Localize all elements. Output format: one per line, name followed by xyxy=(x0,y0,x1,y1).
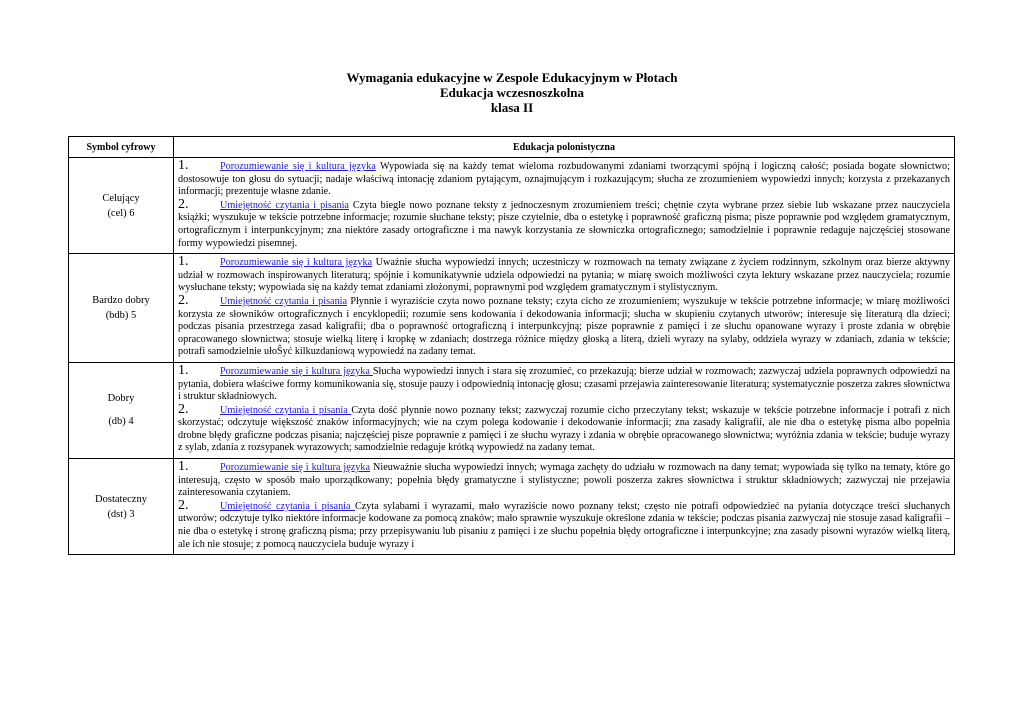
requirement-text: Uważnie słucha wypowiedzi innych; uczestniczy w rozmowach na tematy związane z życiem rodzinnym, szkolnym oraz bierze aktywny udział w rozmowach inspirowanych literaturą; spójnie i komunikatywnie udziela odpowiedzi na pytania; w miarę swoich możliwości czyta lektury wskazane przez nauczyciela; rozumie wysłuchane teksty; wypowiada się na każdy temat zdaniami złożonymi, poprawnymi pod względem gramatycznym i stylistycznym. xyxy=(178,257,950,294)
document-header xyxy=(0,70,1024,115)
column-header-education: Edukacja polonistyczna xyxy=(174,137,955,158)
item-number: 2. xyxy=(178,196,189,212)
table-header-row xyxy=(69,137,955,158)
description-cell xyxy=(174,362,955,458)
category-link[interactable]: Porozumiewanie się i kultura języka xyxy=(220,257,373,269)
grade-cell xyxy=(69,158,174,254)
grade-name: Celujący xyxy=(102,192,140,204)
item-number: 1. xyxy=(178,254,189,270)
requirement-text: Nieuważnie słucha wypowiedzi innych; wymaga zachęty do udziału w rozmowach na dany temat; wypowiada się tylko na tematy, które go interesują, często w sposób mało uporządkowany; popełnia błędy gramatyczne i stylistyczne; powoli poszerza zakres słownictwa i struktur składniowych; zazwyczaj nie przejawia zainteresowania czytaniem. xyxy=(178,462,950,499)
grade-name: Dostateczny xyxy=(95,493,147,505)
description-content xyxy=(178,461,950,551)
requirements-table xyxy=(68,136,955,555)
grade-name: Dobry xyxy=(107,393,135,405)
category-link[interactable]: Porozumiewanie się i kultura języka xyxy=(220,365,373,377)
item-number: 2. xyxy=(178,497,189,513)
document-class: klasa II xyxy=(490,100,534,115)
category-link[interactable]: Porozumiewanie się i kultura języka xyxy=(220,462,371,474)
requirement-text: Czyta biegle nowo poznane teksty z jednoczesnym zrozumieniem treści; chętnie czyta wybrane przez siebie lub wskazane przez nauczyciela książki; wyszukuje w tekście potrzebne informacje; rozumie słuchane teksty; pisze czytelnie, dba o estetykę i poprawność graficzną pisma; pisze poprawnie pod względem gramatycznym, ortograficznym i interpunkcyjnym; zna niektóre zasady ortograficzne i ma nawyk korzystania ze słowniczka ortograficznego; samodzielnie i poprawnie redaguje najczęściej stosowane formy wypowiedzi pisemnej. xyxy=(178,199,950,249)
description-cell xyxy=(174,158,955,254)
item-number: 1. xyxy=(178,461,189,475)
grade-symbol: (db) 4 xyxy=(108,416,134,428)
requirement-text: Wypowiada się na każdy temat wieloma rozbudowanymi zdaniami tworzącymi spójną i logiczną całość; posiada bogate słownictwo; dostosowuje ton głosu do sytuacji; nadaje właściwą intonację zdaniom pytającym, oznajmującym i rozkazującym; słucha ze zrozumieniem wypowiedzi innych; korzysta z przekazanych informacji; prezentuje własne zdanie. xyxy=(178,161,950,198)
grade-cell xyxy=(69,459,174,555)
item-number: 2. xyxy=(178,292,189,308)
grade-cell xyxy=(69,254,174,363)
table-row xyxy=(69,158,955,254)
spacer xyxy=(71,406,171,414)
requirement-item xyxy=(178,256,950,295)
requirement-item xyxy=(178,401,950,455)
item-number: 1. xyxy=(178,362,189,378)
requirement-text: Czyta dość płynnie nowo poznany tekst; zazwyczaj rozumie cicho przeczytany tekst; wskazuje w tekście potrzebne informacje i potrafi z nich skorzystać; odczytuje większość znaków informacyjnych; wie na czym polega kodowanie i dekodowanie informacji; zna zasady kaligrafii, ale nie dba o estetykę pisma albo popełnia drobne błędy graficzne podczas pisania; najczęściej pisze poprawnie z pamięci i ze słuchu wyrazy i zdania w obrębie opracowanego słownictwa; wyróżnia zdania w tekście; buduje wyrazy z sylab, zdania z rozsypanek wyrazowych; samodzielnie redaguje krótką wypowiedź na zadany temat. xyxy=(178,404,950,454)
category-link[interactable]: Umiejętność czytania i pisania xyxy=(220,295,348,307)
requirement-item xyxy=(178,160,950,199)
grade-name: Bardzo dobry xyxy=(92,295,150,307)
document-subtitle: Edukacja wczesnoszkolna xyxy=(439,85,585,100)
requirement-text: Słucha wypowiedzi innych i stara się zrozumieć, co przekazują; bierze udział w rozmowach; zazwyczaj udziela poprawnych odpowiedzi na pytania, dobiera właściwe formy komunikowania się, stosuje pauzy i odpowiednią intonację głosu; czasami przejawia zainteresowanie literaturą; systematycznie poszerza zakres słownictwa i struktur składniowych. xyxy=(178,365,950,403)
table-row xyxy=(69,459,955,555)
description-cell xyxy=(174,254,955,363)
description-cell xyxy=(174,459,955,555)
column-header-symbol: Symbol cyfrowy xyxy=(69,137,174,158)
item-number: 1. xyxy=(178,158,189,173)
document-title: Wymagania edukacyjne w Zespole Edukacyjnym w Płotach xyxy=(346,70,678,85)
grade-symbol: (dst) 3 xyxy=(107,508,135,520)
table-row xyxy=(69,254,955,363)
requirement-item xyxy=(178,461,950,500)
category-link[interactable]: Porozumiewanie się i kultura języka xyxy=(220,161,376,172)
category-link[interactable]: Umiejętność czytania i pisania xyxy=(220,500,355,512)
requirement-item xyxy=(178,362,950,404)
grade-symbol: (cel) 6 xyxy=(107,207,135,219)
requirement-text: Czyta sylabami i wyrazami, mało wyraziście nowo poznany tekst; często nie potrafi odpowiedzieć na pytania dotyczące treści słuchanych utworów; odczytuje tylko niektóre informacje kodowane za pomocą znaków; mało sprawnie wyszukuje określone zdania w tekście; podczas pisania zazwyczaj nie stosuje zasad kaligrafii – nie dba o estetykę i stronę graficzną pisma; przy przepisywaniu lub pisaniu z pamięci i ze słuchu popełnia błędy ortograficzne i interpunkcyjne; zna zasady pisowni wyrazów wielką literą, ale ich nie stosuje; z pomocą nauczyciela buduje wyrazy i xyxy=(178,500,950,550)
requirement-item xyxy=(178,196,950,250)
requirement-item xyxy=(178,292,950,359)
grade-symbol: (bdb) 5 xyxy=(105,310,137,322)
requirement-text: Płynnie i wyraziście czyta nowo poznane teksty; czyta cicho ze zrozumieniem; wyszukuje w tekście potrzebne informacje; w miarę możliwości korzysta ze słowników ortograficznych i encyklopedii; rozumie sens kodowania i dekodowania informacji; słucha w skupieniu czytanych utworów; interesuje się literaturą dla dzieci; podczas pisania przestrzega zasad kaligrafii; dba o poprawność ortograficzną i interpunkcyjną; pisze poprawnie z pamięci i ze słuchu opanowane wyrazy i proste zdania w obrębie opracowanego słownictwa; stosuje wielką literę i kropkę w zdaniach; dostrzega różnice między głoską a literą, dzieli wyrazy na sylaby, oddziela wyrazy w zdaniach, zdania w tekście; potrafi samodzielnie ułoŜyć kilkuzdaniową wypowiedź na zadany temat. xyxy=(178,295,950,358)
requirement-item xyxy=(178,497,950,551)
category-link[interactable]: Umiejętność czytania i pisania xyxy=(220,199,349,211)
grade-cell xyxy=(69,362,174,458)
item-number: 2. xyxy=(178,401,189,417)
category-link[interactable]: Umiejętność czytania i pisania xyxy=(220,404,352,416)
table-row xyxy=(69,362,955,458)
